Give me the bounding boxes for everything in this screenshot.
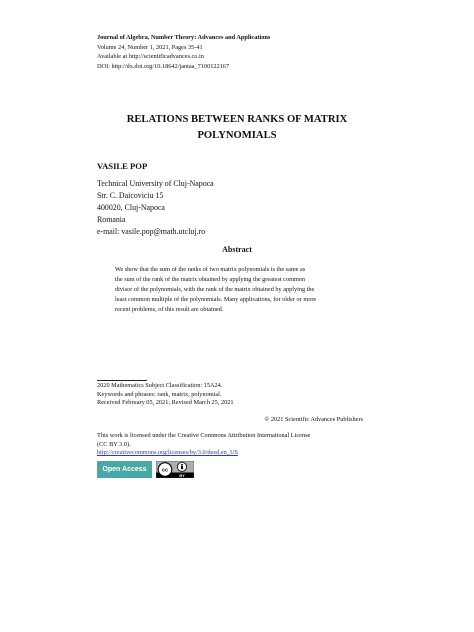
abstract-line: divisor of the polynomials, with the rank of the matrix obtained by applying the — [115, 286, 315, 294]
author-name: VASILE POP — [97, 161, 148, 171]
copyright-notice: © 2021 Scientific Advances Publishers — [264, 416, 363, 423]
journal-doi: DOI: http://dx.doi.org/10.18642/jantaa_7100122167 — [97, 62, 230, 70]
journal-header — [97, 33, 270, 71]
creative-commons-icon — [158, 463, 172, 477]
affiliation-line: Romania — [97, 215, 126, 225]
abstract-heading: Abstract — [222, 245, 252, 254]
keywords: Keywords and phrases: rank, matrix, polynomial. — [97, 390, 222, 398]
license-link[interactable]: http://creativecommons.org/licenses/by/3.0/deed.en_US — [97, 449, 239, 457]
footnote-divider — [97, 380, 147, 381]
received-dates: Received February 05, 2021; Revised March 25, 2021 — [97, 399, 234, 406]
attribution-icon — [177, 462, 186, 471]
abstract-line: least common multiple of the polynomials. Many applications, for older or more — [115, 296, 317, 304]
cc-by-badge[interactable] — [156, 461, 194, 478]
cc-by-label: BY — [179, 472, 185, 478]
open-access-badge[interactable]: Open Access — [97, 461, 152, 478]
affiliation-line: 400020, Cluj-Napoca — [97, 203, 165, 213]
abstract-line: the sum of the rank of the matrix obtained by applying the greatest common — [115, 276, 306, 284]
journal-availability: Available at http://scientificadvances.co.in — [97, 53, 204, 61]
paper-title-line: RELATIONS BETWEEN RANKS OF MATRIX — [126, 114, 348, 125]
license-text: This work is licensed under the Creative Commons Attribution International License — [97, 432, 311, 439]
abstract-line: We show that the sum of the ranks of two matrix polynomials is the same as — [115, 266, 306, 273]
footnotes — [97, 382, 234, 408]
affiliation-line: Str. C. Daicoviciu 15 — [97, 191, 164, 201]
journal-name: Journal of Algebra, Number Theory: Advances and Applications — [97, 34, 271, 41]
abstract-line: recent problems, of this result are obtained. — [115, 306, 224, 314]
affiliation-line: Technical University of Cluj-Napoca — [97, 179, 214, 188]
license-text: (CC BY 3.0). — [97, 440, 131, 448]
journal-volume: Volume 24, Number 1, 2021, Pages 35-41 — [97, 43, 203, 51]
svg-text:cc: cc — [162, 467, 168, 474]
license-badges — [97, 461, 194, 478]
msc-classification: 2020 Mathematics Subject Classification: 15A24. — [97, 382, 223, 389]
paper-title — [60, 112, 414, 143]
license-notice — [97, 432, 363, 458]
abstract-body — [115, 265, 361, 315]
paper-title-line: POLYNOMIALS — [197, 129, 277, 141]
author-affiliation — [97, 178, 214, 238]
author-email: e-mail: vasile.pop@math.utcluj.ro — [97, 227, 206, 237]
